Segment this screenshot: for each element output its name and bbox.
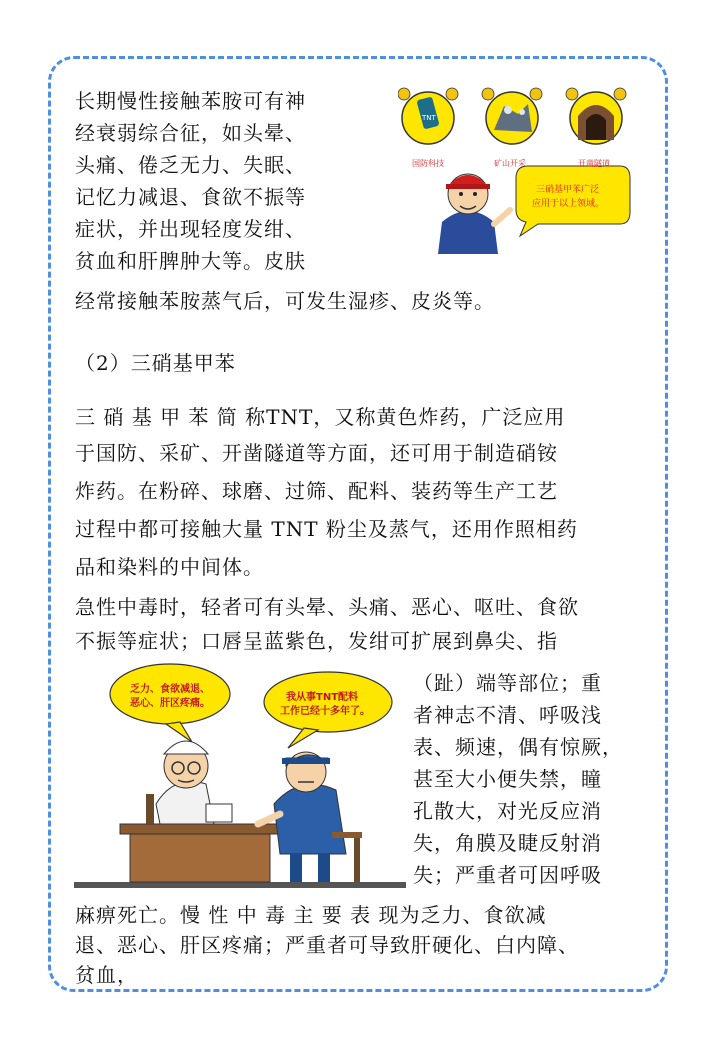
intro-line: 经常接触苯胺蒸气后，可发生湿疹、皮炎等。: [75, 289, 495, 313]
intro-line: 症状，并出现轻度发绀、: [75, 217, 306, 241]
speech-line: 三硝基甲苯广泛: [536, 185, 600, 195]
caption-defense: 国防科技: [412, 159, 444, 168]
para2-line: 于国防、采矿、开凿隧道等方面，还可用于制造硝铵: [75, 441, 558, 465]
worker-figure: [438, 174, 510, 254]
para3-line: 急性中毒时，轻者可有头晕、头痛、恶心、呕吐、食欲: [75, 595, 579, 619]
para3-line: 甚至大小便失禁，瞳: [413, 767, 602, 791]
para3-line: 不振等症状；口唇呈蓝紫色，发绀可扩展到鼻尖、指: [75, 629, 558, 653]
caption-mining: 矿山开采: [494, 159, 526, 168]
para3-line: 者神志不清、呼吸浅: [413, 703, 602, 727]
doctor-bubble-line: 恶心、肝区疼痛。: [130, 698, 210, 709]
para3-line: 失；严重者可因呼吸: [413, 863, 602, 887]
para3-line: 退、恶心、肝区疼痛；严重者可导致肝硬化、白内障、: [75, 933, 579, 957]
doctor-figure: [146, 741, 232, 824]
para2-line: 过程中都可接触大量 TNT 粉尘及蒸气，还用作照相药: [75, 517, 578, 541]
para2-line: 炸药。在粉碎、球磨、过筛、配料、装药等生产工艺: [75, 479, 558, 503]
para3-line: 孔散大，对光反应消: [413, 799, 602, 823]
doctor-bubble-line: 乏力、食欲减退、: [130, 684, 210, 695]
intro-line: 经衰弱综合征，如头晕、: [75, 121, 306, 145]
doctor-consultation-illustration: [74, 654, 406, 890]
para3-line: 表、频速，偶有惊厥，: [413, 735, 623, 759]
intro-line: 记忆力减退、食欲不振等: [75, 185, 306, 209]
intro-line: 长期慢性接触苯胺可有神: [75, 89, 306, 113]
tnt-label: TNT: [422, 114, 436, 122]
worker-bubble-line: 我从事TNT配料: [286, 692, 359, 703]
section-title: （2）三硝基甲苯: [75, 351, 236, 375]
para2-line: 品和染料的中间体。: [75, 555, 264, 579]
tnt-applications-illustration: [398, 82, 633, 262]
para3-line: 失，角膜及睫反射消: [413, 831, 602, 855]
intro-line: 贫血和肝脾肿大等。皮肤: [75, 249, 306, 273]
para3-line: （趾）端等部位；重: [413, 671, 602, 695]
patient-worker-figure: [258, 752, 362, 882]
para3-line: 麻痹死亡。慢 性 中 毒 主 要 表 现为乏力、食欲减: [75, 903, 547, 927]
para2-line: 三 硝 基 甲 苯 简 称TNT，又称黄色炸药，广泛应用: [75, 405, 566, 429]
speech-line: 应用于以上领域。: [532, 199, 605, 209]
intro-line: 头痛、倦乏无力、失眠、: [75, 153, 306, 177]
caption-tunnel: 开凿隧道: [578, 159, 610, 168]
worker-bubble-line: 工作已经十多年了。: [280, 706, 370, 717]
para3-line: 贫血，: [75, 963, 138, 987]
